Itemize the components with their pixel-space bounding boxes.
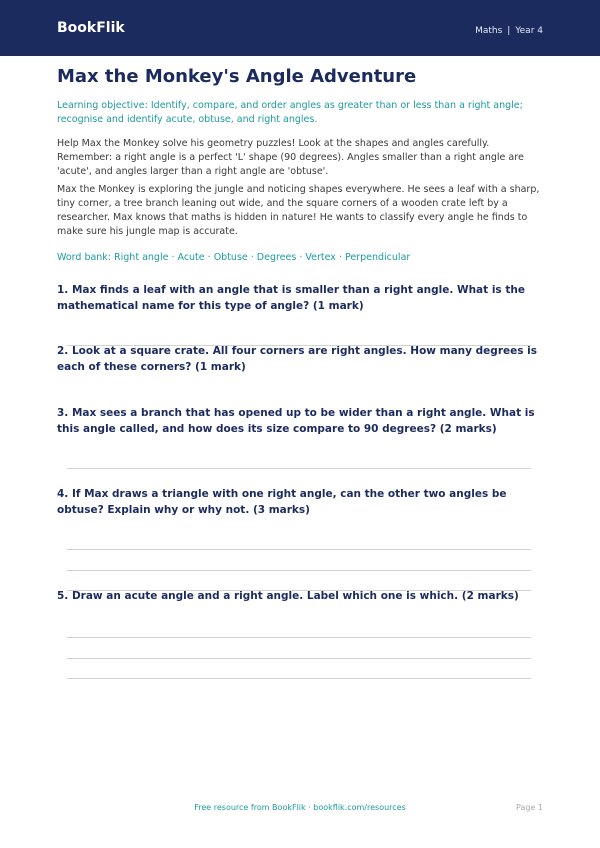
question-3: 3. Max sees a branch that has opened up to be wider than a right angle. What is this angle called, and how does its size compare to 90 degrees? (2 marks) — [57, 407, 535, 435]
subject-label: Maths — [475, 26, 503, 36]
word-bank: Word bank: Right angle · Acute · Obtuse · Degrees · Vertex · Perpendicular — [57, 252, 411, 263]
year-label: Year 4 — [515, 26, 543, 36]
footer-credit: Free resource from BookFlik · bookflik.com/resources — [194, 803, 406, 812]
learning-objective: Learning objective: Identify, compare, and order angles as greater than or less than a right angle; recognise and identify acute, obtuse, and right angles. — [57, 100, 523, 125]
meta-separator: | — [507, 26, 511, 36]
answer-line[interactable] — [67, 549, 531, 550]
answer-line[interactable] — [67, 468, 531, 469]
intro-paragraph-1: Help Max the Monkey solve his geometry puzzles! Look at the shapes and angles carefully. Remember: a right angle is a perfect 'L' shape (90 degrees). Angles smaller than a right angle are 'acute', and angles larger than a right angle are 'obtuse'. — [57, 138, 524, 177]
answer-line[interactable] — [67, 637, 531, 638]
intro-paragraph-2: Max the Monkey is exploring the jungle and noticing shapes everywhere. He sees a leaf with a sharp, tiny corner, a tree branch leaning out wide, and the square corners of a wooden crate left by a researcher. Max knows that maths is hidden in nature! He wants to classify every angle he finds to make sure his jungle map is accurate. — [57, 184, 540, 237]
subject-year-label — [475, 25, 543, 37]
answer-line[interactable] — [67, 570, 531, 571]
brand-logo: BookFlik — [57, 20, 125, 36]
question-1: 1. Max finds a leaf with an angle that is smaller than a right angle. What is the mathematical name for this type of angle? (1 mark) — [57, 284, 525, 312]
page-header — [0, 0, 600, 56]
page-number: Page 1 — [516, 803, 543, 812]
question-5: 5. Draw an acute angle and a right angle. Label which one is which. (2 marks) — [57, 590, 519, 602]
answer-line[interactable] — [67, 678, 531, 679]
worksheet-title: Max the Monkey's Angle Adventure — [57, 66, 417, 87]
answer-line[interactable] — [67, 658, 531, 659]
question-4: 4. If Max draws a triangle with one right angle, can the other two angles be obtuse? Explain why or why not. (3 marks) — [57, 488, 507, 516]
question-2: 2. Look at a square crate. All four corners are right angles. How many degrees is each of these corners? (1 mark) — [57, 345, 537, 373]
